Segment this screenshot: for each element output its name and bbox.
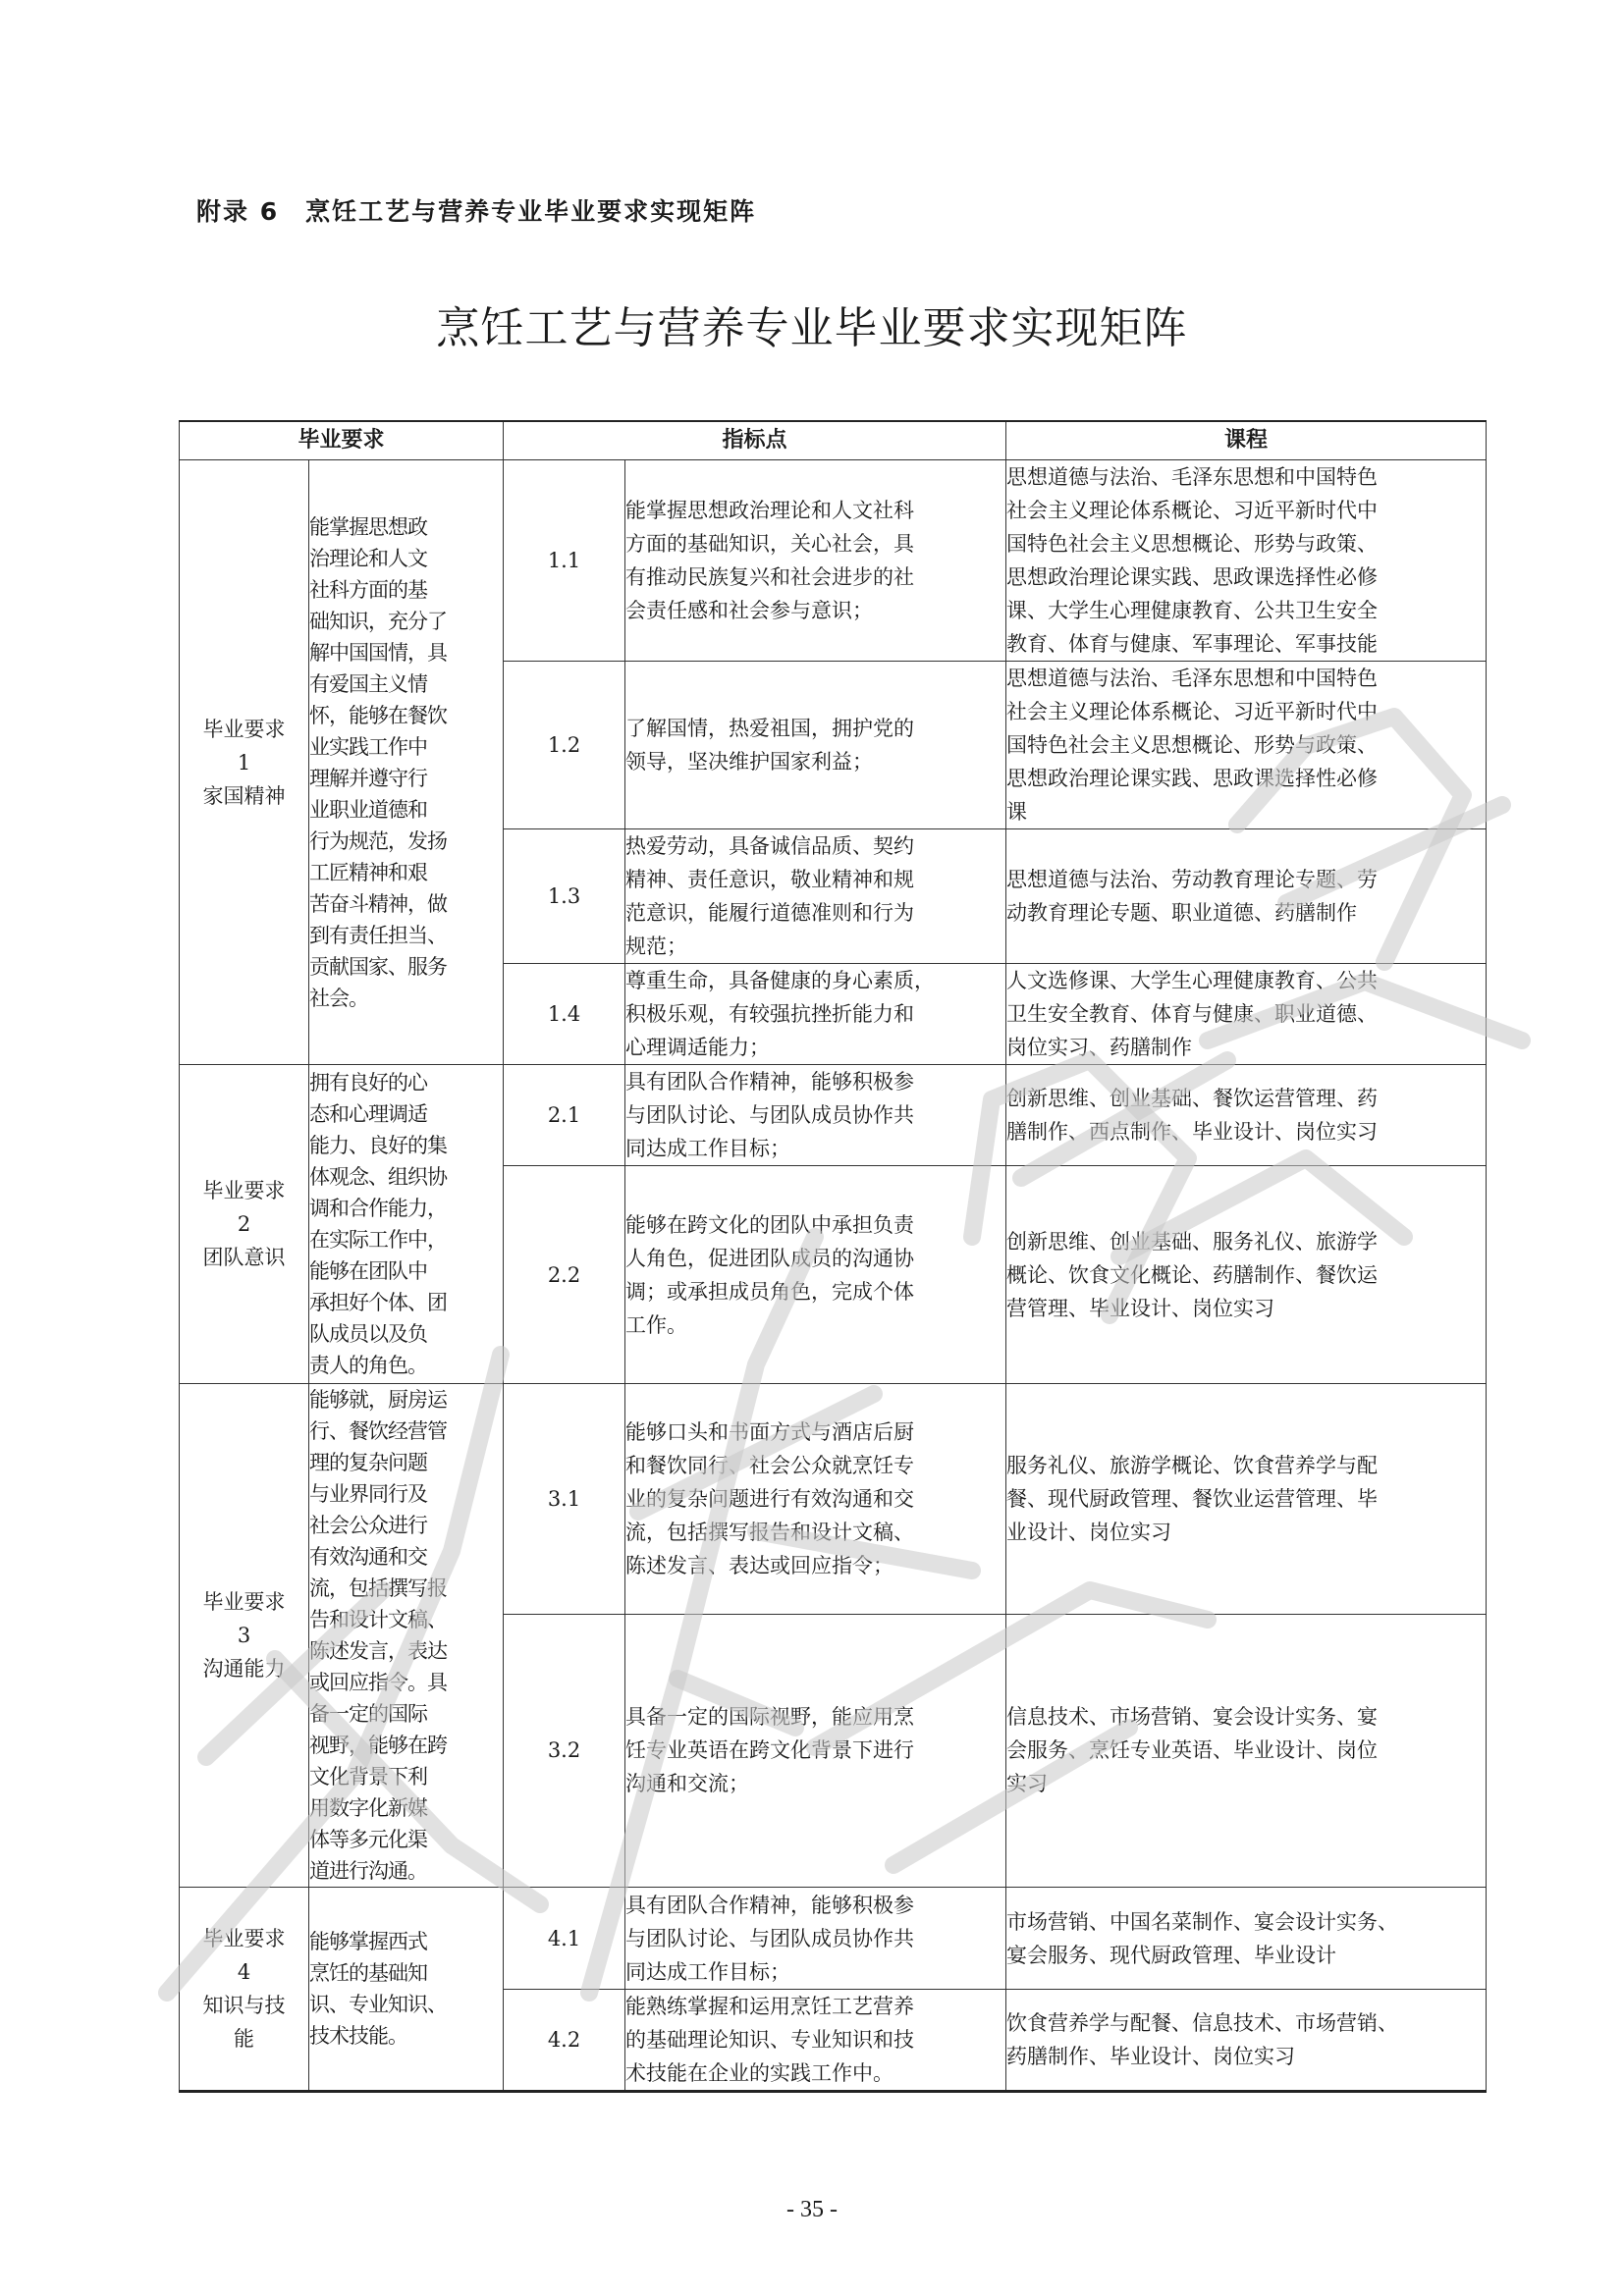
requirement-description-cell: [309, 1065, 504, 1384]
requirement-description-line: 识、专业知识、: [309, 1993, 447, 2016]
requirement-description-line: 到有责任担当、: [309, 923, 447, 947]
courses-line: 岗位实习、药膳制作: [1006, 1036, 1193, 1059]
requirement-description-line: 承担好个体、团: [309, 1291, 447, 1314]
requirement-description-line: 理解并遵守行: [309, 766, 427, 790]
indicator-number: 4.2: [504, 1990, 625, 2092]
requirement-description-cell: [309, 1888, 504, 2092]
indicator-text-line: 能熟练掌握和运用烹饪工艺营养: [625, 1995, 915, 2018]
indicator-text-line: 具备一定的国际视野，能应用烹: [625, 1705, 915, 1730]
requirement-description-line: 社会公众进行: [309, 1514, 427, 1537]
requirement-description-line: 有爱国主义情: [309, 671, 427, 696]
courses-line: 创新思维、创业基础、服务礼仪、旅游学: [1006, 1229, 1379, 1254]
courses-line: 社会主义理论体系概论、习近平新时代中: [1006, 499, 1379, 522]
indicator-text-line: 与团队讨论、与团队成员协作共: [625, 1103, 915, 1127]
courses-line: 动教育理论专题、职业道德、药膳制作: [1006, 901, 1358, 925]
appendix-heading: 附录 6 烹饪工艺与营养专业毕业要求实现矩阵: [196, 197, 757, 226]
indicator-text-line: 陈述发言、表达或回应指令；: [625, 1553, 894, 1577]
courses-cell: [1006, 1888, 1487, 1990]
indicator-number: 3.2: [504, 1614, 625, 1887]
requirement-description-line: 础知识，充分了: [309, 609, 447, 633]
courses-line: 实习: [1006, 1772, 1049, 1796]
requirement-name-line: 4: [237, 1960, 251, 1984]
courses-line: 市场营销、中国名菜制作、宴会设计实务、: [1006, 1909, 1399, 1934]
courses-line: 思想政治理论课实践、思政课选择性必修: [1006, 767, 1379, 790]
indicator-text-cell: [625, 1065, 1006, 1166]
requirement-description-line: 能掌握思想政: [309, 514, 427, 539]
indicator-text-cell: [625, 460, 1006, 662]
table-row: [180, 1065, 1487, 1166]
indicator-number: 1.3: [504, 829, 625, 964]
requirement-description-line: 能够在团队中: [309, 1259, 427, 1283]
requirement-name-line: 毕业要求: [202, 1590, 286, 1614]
table-header-row: [180, 421, 1487, 460]
indicator-text-line: 流，包括撰写报告和设计文稿、: [625, 1520, 915, 1544]
requirement-description-line: 贡献国家、服务: [309, 954, 447, 979]
requirement-name-line: 知识与技: [202, 1994, 286, 2017]
requirement-description-cell: [309, 1384, 504, 1888]
indicator-text-line: 工作。: [625, 1312, 688, 1337]
indicator-text-cell: [625, 1990, 1006, 2092]
indicator-text-line: 和餐饮同行、社会公众就烹饪专: [625, 1453, 915, 1477]
requirement-description-line: 文化背景下利: [309, 1765, 427, 1789]
courses-line: 思想政治理论课实践、思政课选择性必修: [1006, 565, 1379, 589]
courses-line: 饮食营养学与配餐、信息技术、市场营销、: [1006, 2011, 1399, 2035]
indicator-text-line: 热爱劳动，具备诚信品质、契约: [625, 834, 915, 858]
indicator-number: 2.1: [504, 1065, 625, 1166]
courses-line: 概论、饮食文化概论、药膳制作、餐饮运: [1006, 1262, 1379, 1287]
requirement-description-cell: [309, 460, 504, 1065]
requirement-description-line: 体等多元化渠: [309, 1828, 427, 1851]
courses-cell: [1006, 1384, 1487, 1615]
indicator-text-cell: [625, 1384, 1006, 1615]
courses-line: 社会主义理论体系概论、习近平新时代中: [1006, 700, 1379, 723]
requirement-description-line: 视野，能够在跨: [309, 1734, 447, 1757]
header-requirement: 毕业要求: [180, 421, 504, 460]
courses-line: 国特色社会主义思想概论、形势与政策、: [1006, 733, 1379, 757]
indicator-text-line: 范意识，能履行道德准则和行为: [625, 901, 915, 925]
courses-line: 服务礼仪、旅游学概论、饮食营养学与配: [1006, 1453, 1379, 1477]
requirement-description-line: 治理论和人文: [309, 546, 427, 570]
courses-line: 人文选修课、大学生心理健康教育、公共: [1006, 969, 1379, 992]
indicator-text-line: 有推动民族复兴和社会进步的社: [625, 565, 915, 589]
requirement-description-line: 在实际工作中，: [309, 1228, 447, 1252]
requirement-description-line: 工匠精神和艰: [309, 860, 427, 884]
courses-line: 课、大学生心理健康教育、公共卫生安全: [1006, 599, 1379, 622]
indicator-text-line: 了解国情，热爱祖国，拥护党的: [625, 717, 915, 740]
requirement-description-line: 社会。: [309, 986, 368, 1010]
requirement-description-line: 业职业道德和: [309, 797, 427, 822]
requirement-name-cell: [180, 1384, 309, 1888]
requirement-description-line: 能够就，厨房运: [309, 1388, 447, 1412]
requirement-description-line: 备一定的国际: [309, 1702, 427, 1726]
indicator-text-line: 术技能在企业的实践工作中。: [625, 2061, 894, 2085]
indicator-text-line: 业的复杂问题进行有效沟通和交: [625, 1486, 915, 1511]
requirement-description-line: 流，包括撰写报: [309, 1576, 447, 1600]
indicator-text-line: 积极乐观，有较强抗挫折能力和: [625, 1002, 915, 1026]
requirement-description-line: 技术技能。: [309, 2024, 407, 2048]
courses-line: 信息技术、市场营销、宴会设计实务、宴: [1006, 1705, 1379, 1730]
courses-line: 思想道德与法治、毛泽东思想和中国特色: [1006, 465, 1379, 489]
indicator-text-cell: [625, 964, 1006, 1065]
indicator-text-line: 精神、责任意识，敬业精神和规: [625, 868, 915, 891]
indicator-text-line: 同达成工作目标；: [625, 1137, 791, 1160]
table-row: [180, 1888, 1487, 1990]
indicator-number: 3.1: [504, 1384, 625, 1615]
requirement-name-cell: [180, 1065, 309, 1384]
courses-cell: [1006, 460, 1487, 662]
requirement-name-line: 3: [237, 1624, 251, 1647]
courses-line: 思想道德与法治、劳动教育理论专题、劳: [1006, 868, 1379, 891]
requirement-description-line: 社科方面的基: [309, 577, 427, 602]
requirement-description-line: 体观念、组织协: [309, 1165, 447, 1189]
requirement-name-line: 能: [234, 2027, 254, 2051]
indicator-text-line: 具有团队合作精神，能够积极参: [625, 1893, 915, 1917]
courses-line: 国特色社会主义思想概论、形势与政策、: [1006, 532, 1379, 556]
courses-line: 业设计、岗位实习: [1006, 1520, 1172, 1544]
requirement-name-line: 沟通能力: [202, 1657, 286, 1681]
requirement-name-line: 毕业要求: [202, 1927, 286, 1950]
requirement-description-line: 能够掌握西式: [309, 1930, 427, 1953]
requirement-description-line: 与业界同行及: [309, 1482, 427, 1506]
requirement-name-line: 团队意识: [202, 1246, 286, 1269]
indicator-text-line: 方面的基础知识，关心社会，具: [625, 532, 915, 556]
indicator-text-line: 领导，坚决维护国家利益；: [625, 750, 874, 774]
indicator-text-line: 心理调适能力；: [625, 1036, 771, 1059]
header-courses: 课程: [1006, 421, 1487, 460]
requirement-description-line: 用数字化新媒: [309, 1796, 427, 1820]
requirement-description-line: 烹饪的基础知: [309, 1961, 427, 1985]
indicator-text-cell: [625, 662, 1006, 829]
requirement-name-line: 家国精神: [202, 783, 286, 808]
requirement-description-line: 行、餐饮经营管: [309, 1419, 447, 1443]
requirement-description-line: 或回应指令。具: [309, 1671, 447, 1694]
indicator-text-line: 同达成工作目标；: [625, 1959, 791, 1984]
courses-cell: [1006, 662, 1487, 829]
indicator-text-line: 能够口头和书面方式与酒店后厨: [625, 1419, 915, 1444]
requirement-description-line: 业实践工作中: [309, 734, 427, 759]
indicator-text-line: 的基础理论知识、专业知识和技: [625, 2028, 915, 2052]
indicator-text-line: 调；或承担成员角色，完成个体: [625, 1279, 915, 1304]
indicator-text-cell: [625, 1166, 1006, 1384]
requirement-description-line: 解中国国情，具: [309, 640, 447, 665]
courses-cell: [1006, 1990, 1487, 2092]
requirement-description-line: 拥有良好的心: [309, 1071, 427, 1095]
courses-cell: [1006, 1166, 1487, 1384]
requirement-description-line: 理的复杂问题: [309, 1451, 427, 1474]
courses-line: 卫生安全教育、体育与健康、职业道德、: [1006, 1002, 1379, 1026]
indicator-number: 1.1: [504, 460, 625, 662]
requirements-matrix-table: [179, 420, 1487, 2093]
requirement-description-line: 苦奋斗精神，做: [309, 891, 447, 916]
requirement-description-line: 能力、良好的集: [309, 1134, 447, 1157]
requirement-description-line: 陈述发言，表达: [309, 1639, 447, 1663]
indicator-text-cell: [625, 1888, 1006, 1990]
indicator-number: 2.2: [504, 1166, 625, 1384]
requirement-name-line: 毕业要求: [202, 1179, 286, 1202]
courses-line: 思想道德与法治、毛泽东思想和中国特色: [1006, 667, 1379, 690]
requirement-description-line: 道进行沟通。: [309, 1859, 427, 1883]
indicator-text-line: 尊重生命，具备健康的身心素质，: [625, 969, 936, 992]
requirement-name-cell: [180, 460, 309, 1065]
table-row: [180, 460, 1487, 662]
courses-cell: [1006, 1614, 1487, 1887]
requirement-name-line: 1: [237, 750, 251, 774]
courses-line: 药膳制作、毕业设计、岗位实习: [1006, 2045, 1296, 2068]
indicator-number: 4.1: [504, 1888, 625, 1990]
requirement-description-line: 告和设计文稿、: [309, 1608, 447, 1631]
header-indicator: 指标点: [504, 421, 1006, 460]
indicator-text-line: 具有团队合作精神，能够积极参: [625, 1070, 915, 1094]
courses-line: 膳制作、西点制作、毕业设计、岗位实习: [1006, 1120, 1379, 1144]
requirement-description-line: 态和心理调适: [309, 1102, 427, 1126]
requirement-description-line: 有效沟通和交: [309, 1545, 427, 1569]
courses-line: 宴会服务、现代厨政管理、毕业设计: [1006, 1943, 1337, 1967]
courses-cell: [1006, 829, 1487, 964]
courses-cell: [1006, 964, 1487, 1065]
indicator-text-cell: [625, 1614, 1006, 1887]
requirement-name-line: 毕业要求: [202, 717, 286, 741]
indicator-text-line: 沟通和交流；: [625, 1772, 750, 1796]
indicator-text-line: 人角色，促进团队成员的沟通协: [625, 1246, 915, 1270]
table-row: [180, 1384, 1487, 1615]
indicator-text-line: 会责任感和社会参与意识；: [625, 599, 874, 622]
indicator-number: 1.2: [504, 662, 625, 829]
requirement-description-line: 怀，能够在餐饮: [309, 703, 447, 727]
document-title: 烹饪工艺与营养专业毕业要求实现矩阵: [436, 303, 1188, 353]
courses-line: 课: [1006, 800, 1028, 824]
requirement-description-line: 责人的角色。: [309, 1354, 427, 1377]
courses-cell: [1006, 1065, 1487, 1166]
courses-line: 创新思维、创业基础、餐饮运营管理、药: [1006, 1087, 1379, 1110]
courses-line: 会服务、烹饪专业英语、毕业设计、岗位: [1006, 1738, 1379, 1763]
page-number: - 35 -: [786, 2197, 838, 2222]
courses-line: 营管理、毕业设计、岗位实习: [1006, 1296, 1275, 1320]
requirement-description-line: 调和合作能力，: [309, 1197, 447, 1220]
requirement-description-line: 队成员以及负: [309, 1322, 427, 1346]
requirement-description-line: 行为规范，发扬: [309, 828, 447, 853]
indicator-text-cell: [625, 829, 1006, 964]
indicator-number: 1.4: [504, 964, 625, 1065]
indicator-text-line: 能够在跨文化的团队中承担负责: [625, 1212, 915, 1237]
indicator-text-line: 与团队讨论、与团队成员协作共: [625, 1926, 915, 1950]
indicator-text-line: 能掌握思想政治理论和人文社科: [625, 499, 915, 522]
requirement-name-cell: [180, 1888, 309, 2092]
courses-line: 餐、现代厨政管理、餐饮业运营管理、毕: [1006, 1486, 1379, 1511]
requirement-name-line: 2: [237, 1212, 251, 1236]
indicator-text-line: 饪专业英语在跨文化背景下进行: [625, 1738, 915, 1763]
indicator-text-line: 规范；: [625, 934, 688, 958]
courses-line: 教育、体育与健康、军事理论、军事技能: [1006, 632, 1379, 656]
